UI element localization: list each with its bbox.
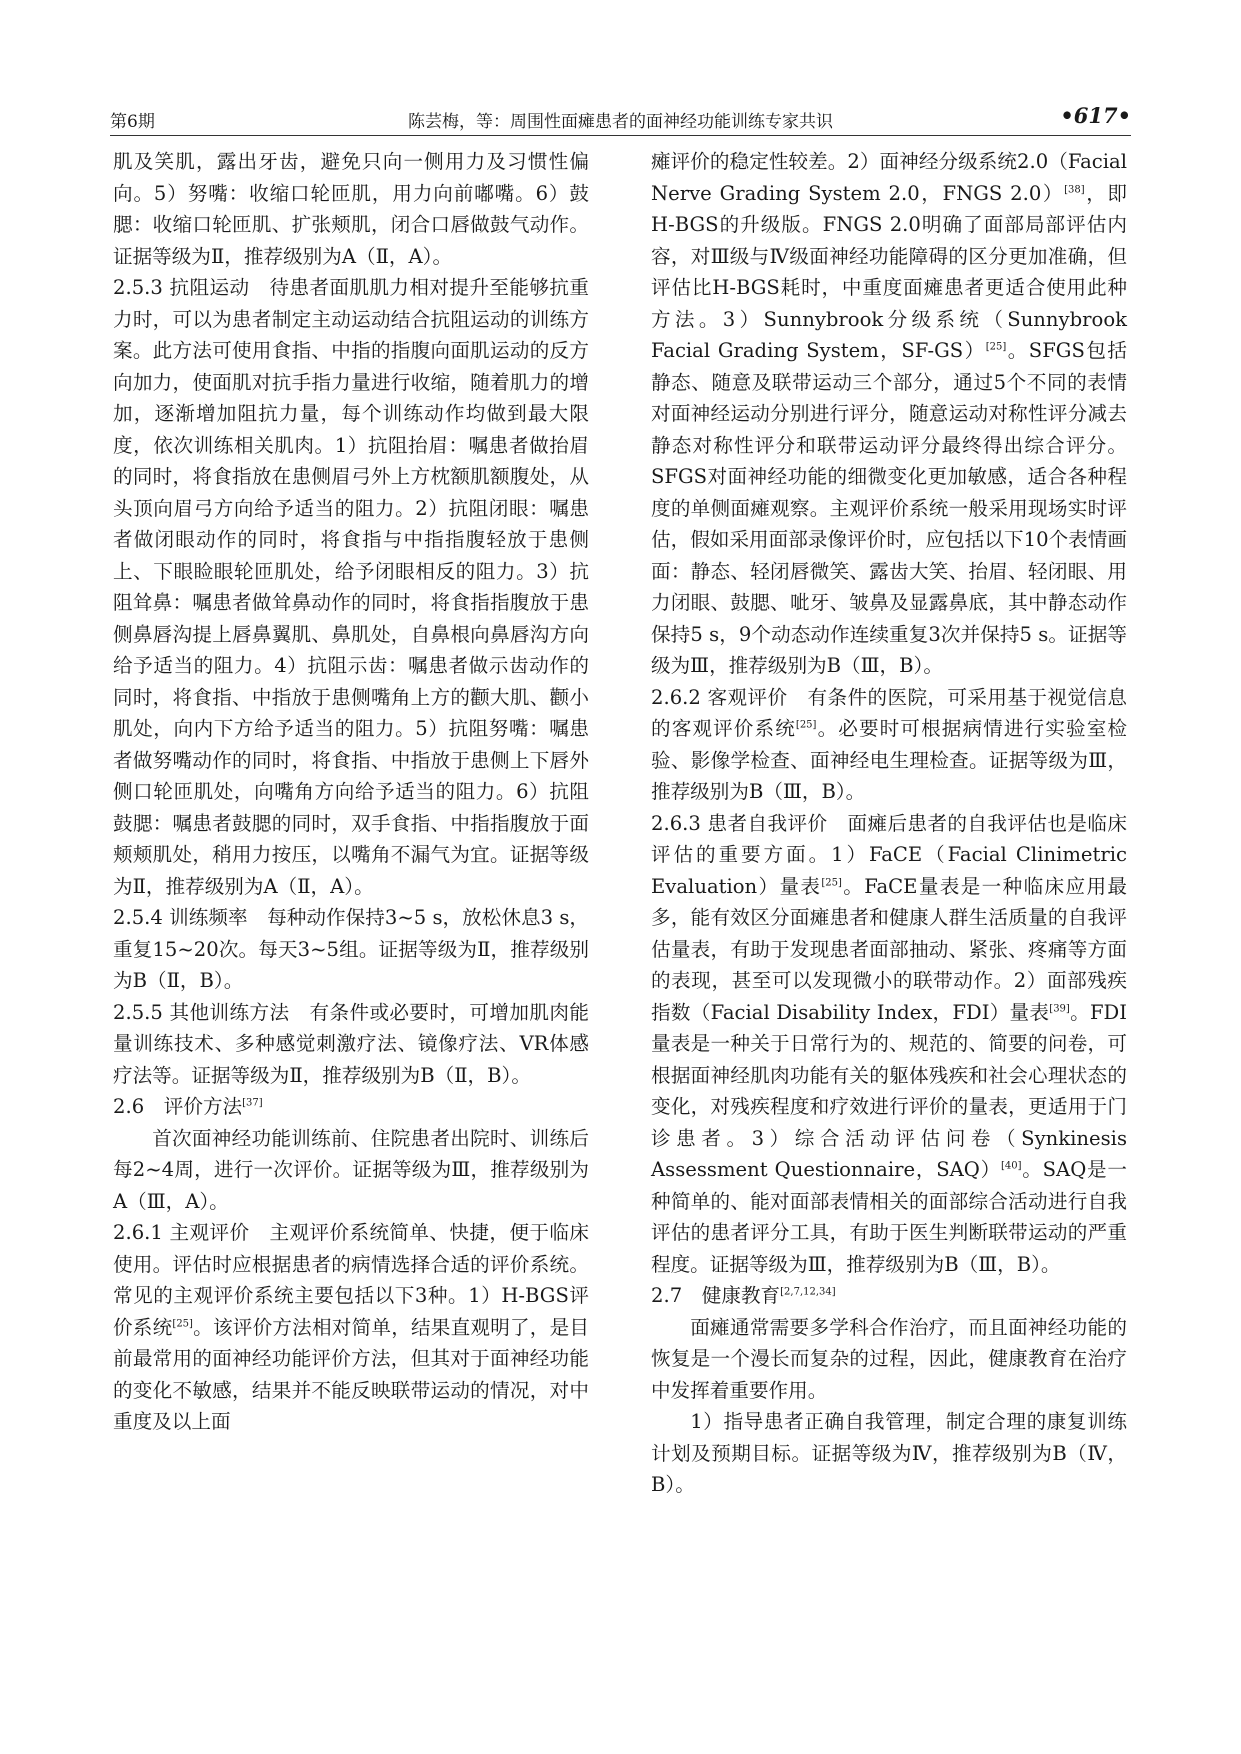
text-run: 2.6.1 主观评价 主观评价系统简单、快捷，便于临床使用。评估时应根据患者的病情选择合适的评价系统。常见的主观评价系统主要包括以下3种。1）H-BGS评价系统 bbox=[113, 1221, 589, 1339]
paragraph-continued: 肌及笑肌，露出牙齿，避免只向一侧用力及习惯性偏向。5）努嘴：收缩口轮匝肌，用力向前嘟嘴。6）鼓腮：收缩口轮匝肌、扩张颊肌，闭合口唇做鼓气动作。证据等级为Ⅱ，推荐级别为A（Ⅱ，A）。 bbox=[113, 150, 589, 268]
section-2-6-2 bbox=[651, 682, 1127, 808]
text-run: 瘫评价的稳定性较差。2）面神经分级系统2.0（Facial Nerve Grading System 2.0，FNGS 2.0） bbox=[651, 150, 1127, 205]
running-header bbox=[110, 101, 1131, 136]
citation: [37] bbox=[242, 1097, 263, 1109]
section-2-7-title: 2.7 健康教育 bbox=[651, 1284, 781, 1307]
page-number: •617• bbox=[1060, 103, 1131, 128]
text-run: 。FaCE量表是一种临床应用最多，能有效区分面瘫患者和健康人群生活质量的自我评估量表，有助于发现患者面部抽动、紧张、疼痛等方面的表现，甚至可以发现微小的联带动作。2）面部残疾指数（Facial Disability Index，FDI）量表 bbox=[651, 874, 1127, 1024]
text-run: ，即H-BGS的升级版。FNGS 2.0明确了面部局部评估内容，对Ⅲ级与Ⅳ级面神经功能障碍的区分更加准确，但评估比H-BGS耗时，中重度面瘫患者更适合使用此种方法。3）Sunnybrook分级系统（Sunnybrook Facial Grading System，SF-GS） bbox=[651, 181, 1127, 362]
section-2-6-heading bbox=[113, 1091, 589, 1123]
text-run: 。该评价方法相对简单，结果直观明了，是目前最常用的面神经功能评价方法，但其对于面神经功能的变化不敏感，结果并不能反映联带运动的情况，对中重度及以上面 bbox=[113, 1315, 590, 1433]
section-2-5-4: 2.5.4 训练频率 每种动作保持3~5 s，放松休息3 s，重复15~20次。每天3~5组。证据等级为Ⅱ，推荐级别为B（Ⅱ，B）。 bbox=[113, 906, 589, 992]
section-2-6-1 bbox=[113, 1217, 589, 1438]
citation: [25] bbox=[985, 341, 1007, 353]
section-2-6-body: 首次面神经功能训练前、住院患者出院时、训练后每2~4周，进行一次评价。证据等级为Ⅲ，推荐级别为A（Ⅲ，A）。 bbox=[113, 1126, 589, 1213]
text-run: 。SFGS包括静态、随意及联带运动三个部分，通过5个不同的表情对面神经运动分别进行评分，随意运动对称性评分减去静态对称性评分和联带运动评分最终得出综合评分。SFGS对面神经功能的细微变化更加敏感，适合各种程度的单侧面瘫观察。主观评价系统一般采用现场实时评估，假如采用面部录像评价时，应包括以下10个表情画面：静态、轻闭唇微笑、露齿大笑、抬眉、轻闭眼、用力闭眼、鼓腮、呲牙、皱鼻及显露鼻底，其中静态动作保持5 s，9个动态动作连续重复3次并保持5 s。证据等级为Ⅲ，推荐级别为B（Ⅲ，B）。 bbox=[651, 339, 1127, 677]
section-2-7-heading bbox=[651, 1280, 1127, 1312]
section-2-7-paragraph-2: 1）指导患者正确自我管理，制定合理的康复训练计划及预期目标。证据等级为Ⅳ，推荐级别为B（Ⅳ，B）。 bbox=[651, 1410, 1127, 1496]
text-run: 。FDI量表是一种关于日常行为的、规范的、简要的问卷，可根据面神经肌肉功能有关的躯体残疾和社会心理状态的变化，对残疾程度和疗效进行评价的量表，更适用于门诊患者。3）综合活动评估问卷（Synkinesis Assessment Questionnaire，SAQ） bbox=[651, 1000, 1128, 1181]
section-2-6-3 bbox=[651, 808, 1127, 1281]
right-column bbox=[651, 146, 1127, 1501]
section-2-7-paragraph-1: 面瘫通常需要多学科合作治疗，而且面神经功能的恢复是一个漫长而复杂的过程，因此，健康教育在治疗中发挥着重要作用。 bbox=[651, 1315, 1127, 1402]
citation: [2,7,12,34] bbox=[780, 1286, 836, 1298]
section-2-5-5: 2.5.5 其他训练方法 有条件或必要时，可增加肌肉能量训练技术、多种感觉刺激疗法、镜像疗法、VR体感疗法等。证据等级为Ⅱ，推荐级别为B（Ⅱ，B）。 bbox=[113, 1000, 589, 1087]
running-title: 陈芸梅，等：周围性面瘫患者的面神经功能训练专家共识 bbox=[408, 112, 833, 132]
section-2-6-title: 2.6 评价方法 bbox=[113, 1095, 243, 1118]
citation: [25] bbox=[821, 876, 842, 888]
citation: [39] bbox=[1049, 1002, 1070, 1014]
text-run: 2.6.2 客观评价 有条件的医院，可采用基于视觉信息的客观评价系统 bbox=[651, 685, 1127, 740]
text-run: 。SAQ是一种简单的、能对面部表情相关的面部综合活动进行自我评估的患者评分工具，有助于医生判断联带运动的严重程度。证据等级为Ⅲ，推荐级别为B（Ⅲ，B）。 bbox=[651, 1158, 1128, 1276]
section-2-5-3: 2.5.3 抗阻运动 待患者面肌肌力相对提升至能够抗重力时，可以为患者制定主动运动结合抗阻运动的训练方案。此方法可使用食指、中指的指腹向面肌运动的反方向加力，使面肌对抗手指力量进行收缩，随着肌力的增加，逐渐增加阻抗力量，每个训练动作均做到最大限度，依次训练相关肌肉。1）抗阻抬眉：嘱患者做抬眉的同时，将食指放在患侧眉弓外上方枕额肌额腹处，从头顶向眉弓方向给予适当的阻力。2）抗阻闭眼：嘱患者做闭眼动作的同时，将食指与中指指腹轻放于患侧上、下眼睑眼轮匝肌处，给予闭眼相反的阻力。3）抗阻耸鼻：嘱患者做耸鼻动作的同时，将食指指腹放于患侧鼻唇沟提上唇鼻翼肌、鼻肌处，自鼻根向鼻唇沟方向给予适当的阻力。4）抗阻示齿：嘱患者做示齿动作的同时，将食指、中指放于患侧嘴角上方的颧大肌、颧小肌处，向内下方给予适当的阻力。5）抗阻努嘴：嘱患者做努嘴动作的同时，将食指、中指放于患侧上下唇外侧口轮匝肌处，向嘴角方向给予适当的阻力。6）抗阻鼓腮：嘱患者鼓腮的同时，双手食指、中指指腹放于面颊颊肌处，稍用力按压，以嘴角不漏气为宜。证据等级为Ⅱ，推荐级别为A（Ⅱ，A）。 bbox=[113, 276, 589, 898]
citation: [25] bbox=[795, 719, 817, 731]
text-run: 。必要时可根据病情进行实验室检验、影像学检查、面神经电生理检查。证据等级为Ⅲ，推荐级别为B（Ⅲ，B）。 bbox=[651, 717, 1127, 803]
citation: [38] bbox=[1064, 183, 1085, 195]
issue-label: 第6期 bbox=[110, 112, 155, 132]
citation: [40] bbox=[1000, 1160, 1022, 1172]
text-run: 2.6.3 患者自我评价 面瘫后患者的自我评估也是临床评估的重要方面。1）FaCE（Facial Clinimetric Evaluation）量表 bbox=[651, 811, 1127, 898]
left-column bbox=[113, 146, 589, 1438]
paragraph-continued bbox=[651, 146, 1127, 682]
citation: [25] bbox=[172, 1317, 193, 1329]
